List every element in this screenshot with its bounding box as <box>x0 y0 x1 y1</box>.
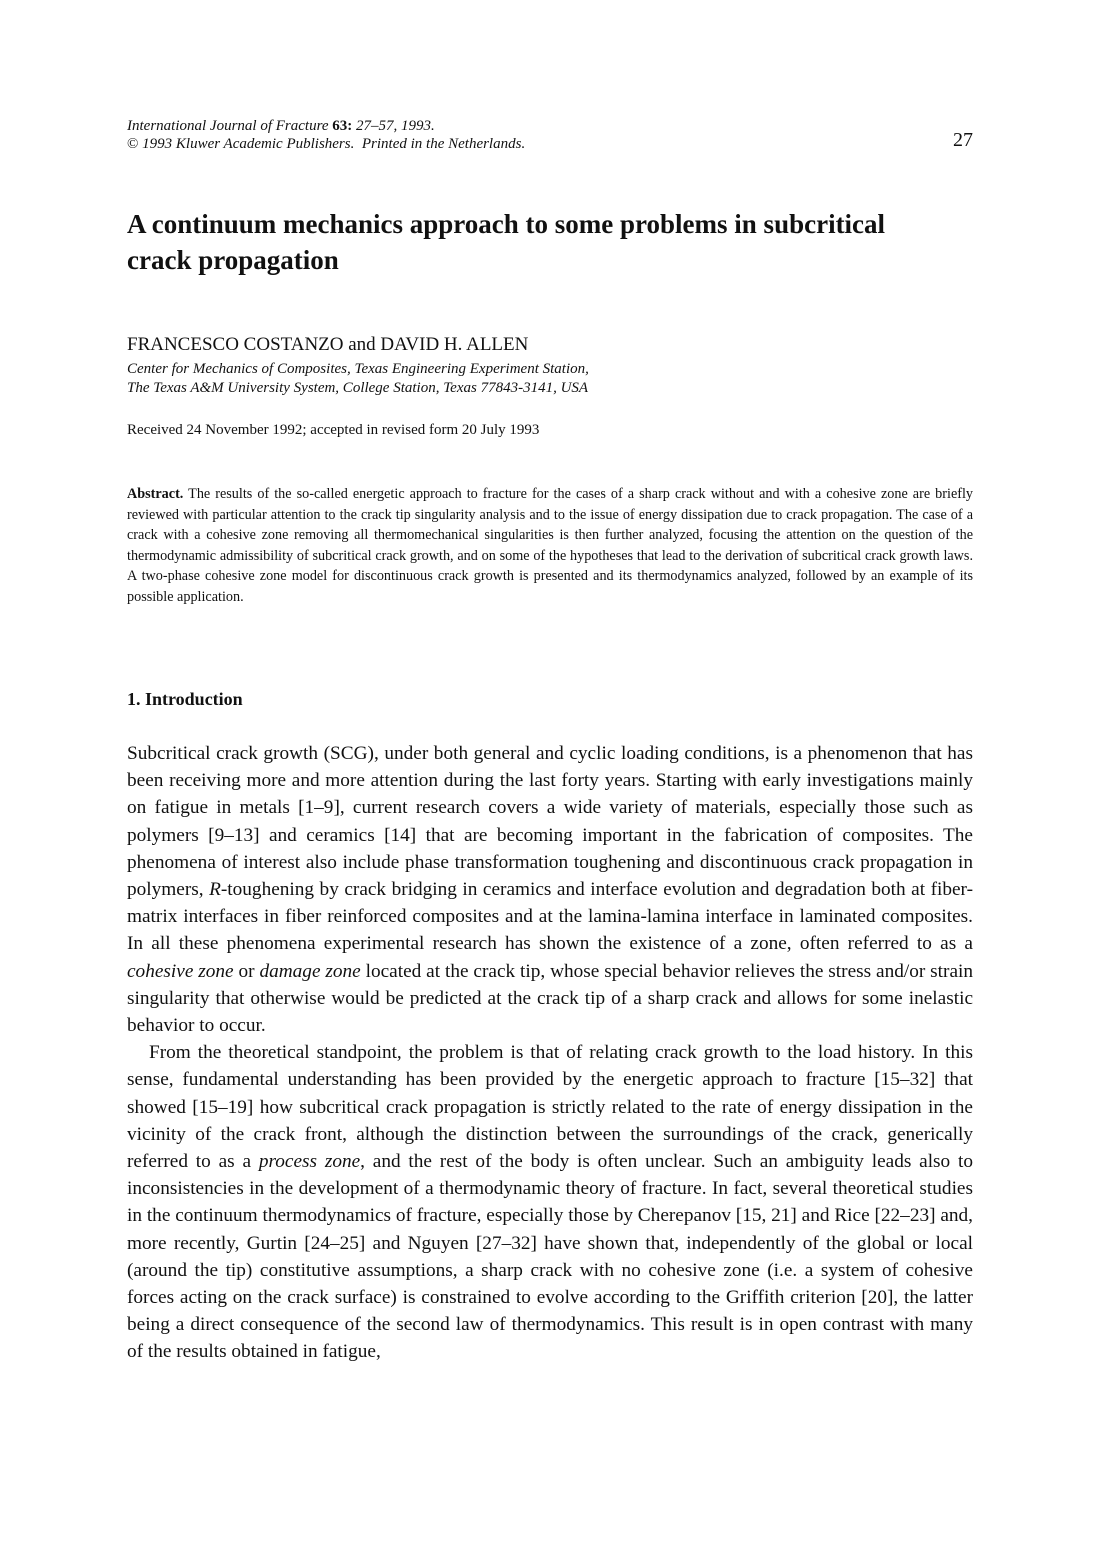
page-number: 27 <box>953 129 973 151</box>
p2-part-a: From the theoretical standpoint, the problem is that of relating crack growth to the load history. In this sense, fundamental understanding has been provided by the energetic approach to fracture [15–32] that showed [15–19] how subcritical crack propagation is strictly related to the rate of energy dissipation in the vicinity of the crack front, although the distinction between the surroundings of the crack, generically referred to as a <box>127 1042 973 1173</box>
affiliation-line-1: Center for Mechanics of Composites, Texas Engineering Experiment Station, <box>127 361 589 377</box>
p1-part-c: located at the crack tip, whose special behavior relieves the stress and/or strain singularity that otherwise would be predicted at the crack tip of a sharp crack and allows for some inelastic behavior to occur. <box>127 960 973 1037</box>
journal-pages-year: 27–57, 1993. <box>356 118 435 134</box>
p1-r-symbol: R <box>209 879 221 901</box>
paragraph-2 <box>127 1039 973 1365</box>
copyright-publisher: 1993 Kluwer Academic Publishers. <box>142 136 355 152</box>
journal-header <box>127 117 973 153</box>
abstract-label: Abstract. <box>127 486 184 502</box>
p2-part-b: , and the rest of the body is often unclear. Such an ambiguity leads also to inconsistencies in the development of a thermodynamic theory of fracture. In fact, several theoretical studies in the continuum thermodynamics of fracture, especially those by Cherepanov [15, 21] and Rice [22–23] and, more recently, Gurtin [24–25] and Nguyen [27–32] have shown that, independently of the global or local (around the tip) constitutive assumptions, a sharp crack with no cohesive zone (i.e. a system of cohesive forces acting on the crack surface) is constrained to evolve according to the Griffith criterion [20], the latter being a direct consequence of the second law of thermodynamics. This result is in open contrast with many of the results obtained in fatigue, <box>127 1151 973 1363</box>
p1-part-a: Subcritical crack growth (SCG), under both general and cyclic loading conditions, is a phenomenon that has been receiving more and more attention during the last forty years. Starting with early investigations mainly on fatigue in metals [1–9], current research covers a wide variety of materials, especially those such as polymers [9–13] and ceramics [14] that are becoming important in the fabrication of composites. The phenomena of interest also include phase transformation toughening and discontinuous crack propagation in polymers, <box>127 743 973 901</box>
copyright-symbol: © <box>127 136 139 152</box>
received-dates: Received 24 November 1992; accepted in revised form 20 July 1993 <box>127 422 540 438</box>
article-title <box>127 206 973 278</box>
journal-citation <box>127 117 973 135</box>
copyright-line <box>127 135 973 153</box>
printed-location: Printed in the Netherlands. <box>361 136 526 152</box>
authors: FRANCESCO COSTANZO and DAVID H. ALLEN <box>127 334 529 355</box>
affiliation-line-2: The Texas A&M University System, College Station, Texas 77843-3141, USA <box>127 380 589 396</box>
title-line-1: A continuum mechanics approach to some problems in subcritical <box>127 209 886 239</box>
abstract-text: The results of the so-called energetic approach to fracture for the cases of a sharp crack without and with a cohesive zone are briefly reviewed with particular attention to the crack tip singularity analysis and to the issue of energy dissipation due to crack propagation. The case of a crack with a cohesive zone removing all thermomechanical singularities is then further analyzed, focusing the attention on the question of the thermodynamic admissibility of subcritical crack growth, and on some of the hypotheses that lead to the derivation of subcritical crack growth laws. A two-phase cohesive zone model for discontinuous crack growth is presented and its thermodynamics analyzed, followed by an example of its possible application. <box>127 486 973 605</box>
p1-damage-zone: damage zone <box>259 960 361 982</box>
p1-cohesive-zone: cohesive zone <box>127 960 234 982</box>
abstract <box>127 484 973 607</box>
journal-volume: 63: <box>332 118 353 134</box>
p1-or: or <box>233 960 260 982</box>
body-text <box>127 740 973 1366</box>
journal-name: International Journal of Fracture <box>127 118 329 134</box>
paragraph-1 <box>127 740 973 1039</box>
p1-part-b: -toughening by crack bridging in ceramics and interface evolution and degradation both at fiber-matrix interfaces in fiber reinforced composites and at the lamina-lamina interface in laminated composites. In all these phenomena experimental research has shown the existence of a zone, often referred to as a <box>127 879 974 955</box>
affiliation <box>127 360 589 398</box>
title-line-2: crack propagation <box>127 245 339 275</box>
p2-process-zone: process zone <box>258 1151 361 1173</box>
section-heading: 1. Introduction <box>127 689 243 709</box>
